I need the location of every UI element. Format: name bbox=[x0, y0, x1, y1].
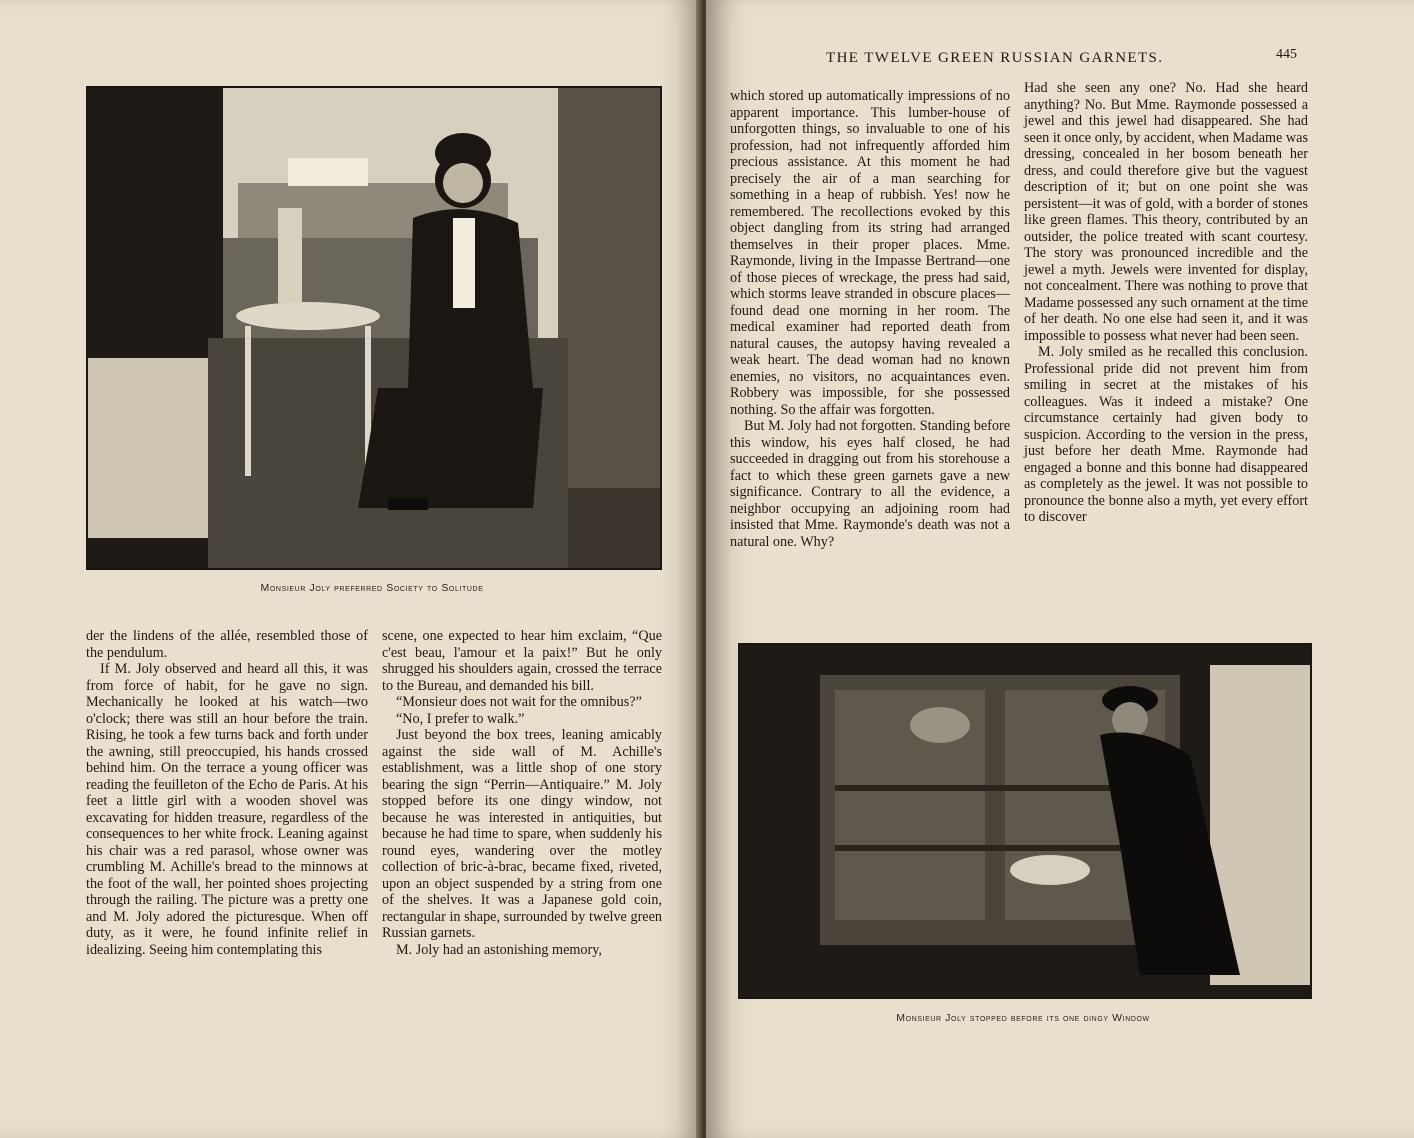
paragraph: If M. Joly observed and heard all this, it was from force of habit, for he gave no sign. Mechanically he looked at his watch—two o'clock; there was still an hour before the train. Rising, he took a few turns back and forth under the awning, still preoccupied, his hands crossed behind him. On the terrace a young officer was reading the feuilleton of the Echo de Paris. At his feet a little girl with a wooden shovel was excavating for hidden treasure, regardless of the consequences to her white frock. Leaning against his chair was a red parasol, whose owner was crumbling M. Achille's bread to the minnows at the foot of the wall, her pointed shoes projecting through the railing. The picture was a pretty one and M. Joly adored the picturesque. When off duty, as it were, he found infinite relief in idealizing. Seeing him contemplating this bbox=[86, 661, 368, 958]
illustration-caption: Monsieur Joly preferred Society to Solitude bbox=[260, 582, 484, 594]
illustration-caption: Monsieur Joly stopped before its one dingy Window bbox=[896, 1012, 1150, 1024]
paragraph: Had she seen any one? No. Had she heard anything? No. But Mme. Raymonde possessed a jewel and this jewel had disappeared. She had seen it once only, by accident, when Madame was dressing, concealed in her bosom beneath her dress, and could therefore give but the vaguest description of it; but on one point she was persistent—it was of gold, with a border of stones like green flames. This theory, contributed by an outsider, the police treated with scant courtesy. The story was pronounced incredible and the jewel a myth. Jewels were invented for display, not concealment. There was nothing to prove that Madame possessed any such ornament at the time of her death. No one else had seen it, and it was impossible to possess what never had been seen. bbox=[1024, 80, 1308, 344]
paragraph: M. Joly smiled as he recalled this conclusion. Professional pride did not prevent him from smiling in secret at the mistakes of his colleagues. Was it indeed a mistake? One circumstance certainly had given body to suspicion. According to the version in the press, just before her death Mme. Raymonde had engaged a bonne and this bonne had disappeared as completely as the jewel. It was not possible to pronounce the bonne also a myth, yet every effort to discover bbox=[1024, 344, 1308, 525]
right-page bbox=[706, 0, 1414, 1138]
text-column-left-2 bbox=[382, 628, 662, 958]
text-column-right-2 bbox=[1024, 80, 1308, 526]
paragraph: “Monsieur does not wait for the omnibus?” bbox=[396, 694, 642, 710]
paragraph: But M. Joly had not forgotten. Standing before this window, his eyes half closed, he had succeeded in dragging out from his storehouse a fact to which these green garnets gave a new significance. Contrary to all the evidence, a neighbor occupying an adjoining room had insisted that Mme. Raymonde's death was not a natural one. Why? bbox=[730, 418, 1010, 550]
paragraph: der the lindens of the allée, resembled those of the pendulum. bbox=[86, 628, 368, 661]
paragraph: which stored up automatically impressions of no apparent importance. This lumber-house of unforgotten things, so invaluable to one of his profession, had not infrequently afforded him precious assistance. At this moment he had precisely the air of a man searching for something in a heap of rubbish. Yes! now he remembered. The recollections evoked by this object dangling from its string had arranged themselves in their proper places. Mme. Raymonde, living in the Impasse Bertrand—one of those pieces of wreckage, the press had said, which storms leave stranded in obscure places—found dead one morning in her room. The medical examiner had reported death from natural causes, the autopsy having revealed a weak heart. The dead woman had no known enemies, no visitors, no acquaintances even. Robbery was impossible, for she possessed nothing. So the affair was forgotten. bbox=[730, 88, 1010, 418]
paragraph: scene, one expected to hear him exclaim, “Que c'est beau, l'amour et la paix!” But he only shrugged his shoulders again, crossed the terrace to the Bureau, and demanded his bill. bbox=[382, 628, 662, 694]
paragraph: Just beyond the box trees, leaning amicably against the side wall of M. Achille's establishment, was a little shop of one story bearing the sign “Perrin—Antiquaire.” M. Joly stopped before its one dingy window, not because he was interested in antiquities, but because he had time to spare, when suddenly his round eyes, wandering over the motley collection of bric-à-brac, became fixed, riveted, upon an object suspended by a string from one of the shelves. It was a Japanese gold coin, rectangular in shape, surrounded by twelve green Russian garnets. bbox=[382, 727, 662, 941]
illustration-shop-window bbox=[738, 643, 1312, 999]
illustration-terrace bbox=[86, 86, 662, 570]
left-page bbox=[0, 0, 702, 1138]
text-column-left-1 bbox=[86, 628, 368, 958]
page-number: 445 bbox=[1276, 47, 1297, 62]
paragraph: “No, I prefer to walk.” bbox=[396, 710, 525, 727]
text-column-right-1 bbox=[730, 88, 1010, 550]
running-head: THE TWELVE GREEN RUSSIAN GARNETS. bbox=[826, 50, 1164, 66]
paragraph: M. Joly had an astonishing memory, bbox=[396, 941, 602, 958]
